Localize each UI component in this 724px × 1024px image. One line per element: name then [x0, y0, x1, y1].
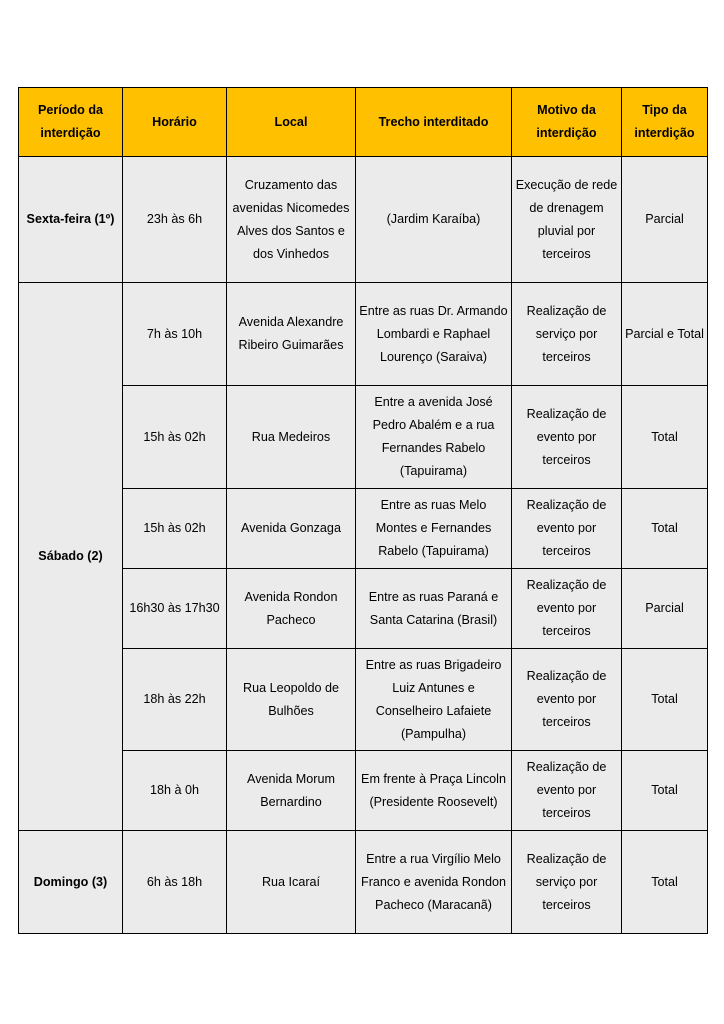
- reason-cell: Realização de evento por terceiros: [512, 386, 622, 489]
- stretch-cell: Entre as ruas Paraná e Santa Catarina (Brasil): [356, 569, 512, 649]
- place-cell: Avenida Alexandre Ribeiro Guimarães: [227, 283, 356, 386]
- table-row: [19, 283, 708, 386]
- reason-cell: Realização de serviço por terceiros: [512, 283, 622, 386]
- reason-cell: Realização de evento por terceiros: [512, 649, 622, 751]
- header-place: Local: [227, 88, 356, 157]
- stretch-cell: (Jardim Karaíba): [356, 157, 512, 283]
- table-row: [19, 489, 708, 569]
- place-cell: Rua Medeiros: [227, 386, 356, 489]
- type-cell: Parcial: [622, 157, 708, 283]
- table-body: [19, 157, 708, 934]
- type-cell: Total: [622, 386, 708, 489]
- time-cell: 15h às 02h: [123, 489, 227, 569]
- header-type: Tipo da interdição: [622, 88, 708, 157]
- place-cell: Avenida Morum Bernardino: [227, 751, 356, 831]
- type-cell: Total: [622, 831, 708, 934]
- period-cell: Sábado (2): [19, 283, 123, 831]
- time-cell: 7h às 10h: [123, 283, 227, 386]
- period-cell: Domingo (3): [19, 831, 123, 934]
- table-row: [19, 386, 708, 489]
- header-period: Período da interdição: [19, 88, 123, 157]
- stretch-cell: Entre a avenida José Pedro Abalém e a rua Fernandes Rabelo (Tapuirama): [356, 386, 512, 489]
- table-row: [19, 157, 708, 283]
- type-cell: Total: [622, 489, 708, 569]
- reason-cell: Realização de evento por terceiros: [512, 751, 622, 831]
- place-cell: Avenida Gonzaga: [227, 489, 356, 569]
- table-row: [19, 569, 708, 649]
- time-cell: 15h às 02h: [123, 386, 227, 489]
- place-cell: Rua Icaraí: [227, 831, 356, 934]
- header-reason: Motivo da interdição: [512, 88, 622, 157]
- time-cell: 18h às 22h: [123, 649, 227, 751]
- time-cell: 18h à 0h: [123, 751, 227, 831]
- reason-cell: Realização de evento por terceiros: [512, 489, 622, 569]
- place-cell: Cruzamento das avenidas Nicomedes Alves dos Santos e dos Vinhedos: [227, 157, 356, 283]
- header-stretch: Trecho interditado: [356, 88, 512, 157]
- header-time: Horário: [123, 88, 227, 157]
- reason-cell: Realização de evento por terceiros: [512, 569, 622, 649]
- stretch-cell: Entre as ruas Melo Montes e Fernandes Rabelo (Tapuirama): [356, 489, 512, 569]
- stretch-cell: Entre a rua Virgílio Melo Franco e avenida Rondon Pacheco (Maracanã): [356, 831, 512, 934]
- table-row: [19, 649, 708, 751]
- stretch-cell: Entre as ruas Brigadeiro Luiz Antunes e Conselheiro Lafaiete (Pampulha): [356, 649, 512, 751]
- type-cell: Parcial e Total: [622, 283, 708, 386]
- header-row: [19, 88, 708, 157]
- stretch-cell: Entre as ruas Dr. Armando Lombardi e Raphael Lourenço (Saraiva): [356, 283, 512, 386]
- type-cell: Parcial: [622, 569, 708, 649]
- table-row: [19, 831, 708, 934]
- time-cell: 6h às 18h: [123, 831, 227, 934]
- place-cell: Avenida Rondon Pacheco: [227, 569, 356, 649]
- period-cell: Sexta-feira (1º): [19, 157, 123, 283]
- stretch-cell: Em frente à Praça Lincoln (Presidente Roosevelt): [356, 751, 512, 831]
- time-cell: 16h30 às 17h30: [123, 569, 227, 649]
- place-cell: Rua Leopoldo de Bulhões: [227, 649, 356, 751]
- reason-cell: Execução de rede de drenagem pluvial por terceiros: [512, 157, 622, 283]
- table-header: [19, 88, 708, 157]
- time-cell: 23h às 6h: [123, 157, 227, 283]
- type-cell: Total: [622, 751, 708, 831]
- type-cell: Total: [622, 649, 708, 751]
- table-row: [19, 751, 708, 831]
- interdiction-table: [18, 87, 708, 934]
- reason-cell: Realização de serviço por terceiros: [512, 831, 622, 934]
